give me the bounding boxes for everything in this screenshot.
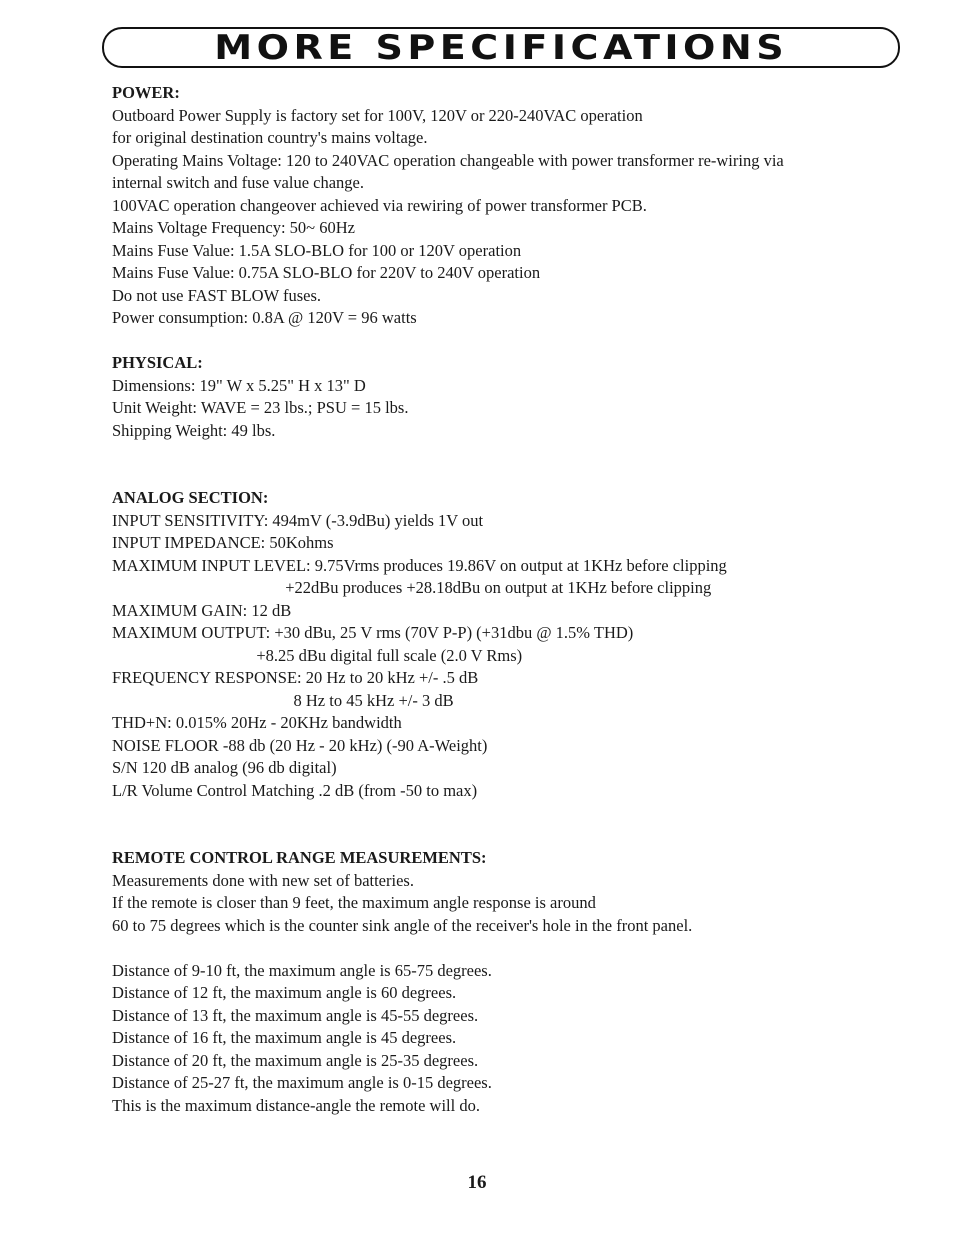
spec-line: Distance of 20 ft, the maximum angle is 25-35 degrees. [112, 1050, 479, 1070]
spec-line: Distance of 13 ft, the maximum angle is 45-55 degrees. [112, 1005, 479, 1025]
spec-line: Do not use FAST BLOW fuses. [112, 285, 322, 305]
spec-line: Mains Fuse Value: 0.75A SLO-BLO for 220V to 240V operation [112, 263, 541, 282]
spec-line: Distance of 9-10 ft, the maximum angle is 65-75 degrees. [112, 960, 492, 980]
spec-line: INPUT SENSITIVITY: 494mV (-3.9dBu) yields 1V out [112, 510, 484, 530]
spec-line: Shipping Weight: 49 lbs. [112, 420, 276, 440]
spacer [112, 802, 902, 847]
spec-line: Operating Mains Voltage: 120 to 240VAC operation changeable with power transformer re-wiring via [112, 150, 784, 170]
power-section [112, 82, 902, 330]
spec-line: Outboard Power Supply is factory set for 100V, 120V or 220-240VAC operation [112, 105, 643, 125]
spec-line: Measurements done with new set of batteries. [112, 870, 414, 890]
section-heading: PHYSICAL: [112, 353, 203, 372]
remote-section [112, 847, 902, 1117]
specifications-body [112, 82, 902, 1117]
section-heading: ANALOG SECTION: [112, 488, 269, 507]
spec-line: +22dBu produces +28.18dBu on output at 1KHz before clipping [112, 578, 712, 597]
spec-line: S/N 120 dB analog (96 db digital) [112, 758, 337, 777]
spec-line: Mains Voltage Frequency: 50~ 60Hz [112, 218, 355, 237]
spacer [112, 442, 902, 487]
spec-line: 100VAC operation changeover achieved via rewiring of power transformer PCB. [112, 195, 647, 215]
spec-line: Distance of 25-27 ft, the maximum angle is 0-15 degrees. [112, 1073, 492, 1092]
spec-line: This is the maximum distance-angle the remote will do. [112, 1095, 480, 1115]
spec-line: MAXIMUM INPUT LEVEL: 9.75Vrms produces 19.86V on output at 1KHz before clipping [112, 555, 727, 575]
spacer [112, 330, 902, 353]
spec-line: MAXIMUM GAIN: 12 dB [112, 600, 292, 620]
spec-line: 8 Hz to 45 kHz +/- 3 dB [112, 690, 454, 710]
section-heading: REMOTE CONTROL RANGE MEASUREMENTS: [112, 848, 487, 867]
spec-line: Distance of 16 ft, the maximum angle is 45 degrees. [112, 1028, 457, 1047]
spec-line: Unit Weight: WAVE = 23 lbs.; PSU = 15 lbs. [112, 398, 409, 417]
spec-line: Power consumption: 0.8A @ 120V = 96 watts [112, 308, 417, 327]
section-heading: POWER: [112, 83, 180, 102]
page-number: 16 [467, 1172, 487, 1193]
spec-line: INPUT IMPEDANCE: 50Kohms [112, 533, 334, 552]
physical-section [112, 352, 902, 442]
spec-line: THD+N: 0.015% 20Hz - 20KHz bandwidth [112, 713, 402, 732]
spec-line: NOISE FLOOR -88 db (20 Hz - 20 kHz) (-90 A-Weight) [112, 735, 488, 755]
page-title: MORE SPECIFICATIONS [214, 27, 788, 68]
spec-line: for original destination country's mains voltage. [112, 128, 428, 147]
spec-line: Distance of 12 ft, the maximum angle is 60 degrees. [112, 983, 457, 1002]
spec-line: Dimensions: 19" W x 5.25" H x 13" D [112, 375, 366, 395]
spec-line: FREQUENCY RESPONSE: 20 Hz to 20 kHz +/- .5 dB [112, 668, 479, 687]
spec-line: internal switch and fuse value change. [112, 173, 364, 192]
spec-line: +8.25 dBu digital full scale (2.0 V Rms) [112, 645, 523, 665]
spec-line: L/R Volume Control Matching .2 dB (from -50 to max) [112, 780, 478, 800]
spacer [112, 937, 902, 960]
spec-line: 60 to 75 degrees which is the counter sink angle of the receiver's hole in the front panel. [112, 915, 693, 935]
spec-line: Mains Fuse Value: 1.5A SLO-BLO for 100 or 120V operation [112, 240, 522, 260]
title-banner [102, 27, 900, 68]
spec-line: MAXIMUM OUTPUT: +30 dBu, 25 V rms (70V P-P) (+31dbu @ 1.5% THD) [112, 623, 634, 642]
analog-section [112, 487, 902, 802]
spec-line: If the remote is closer than 9 feet, the maximum angle response is around [112, 893, 596, 912]
